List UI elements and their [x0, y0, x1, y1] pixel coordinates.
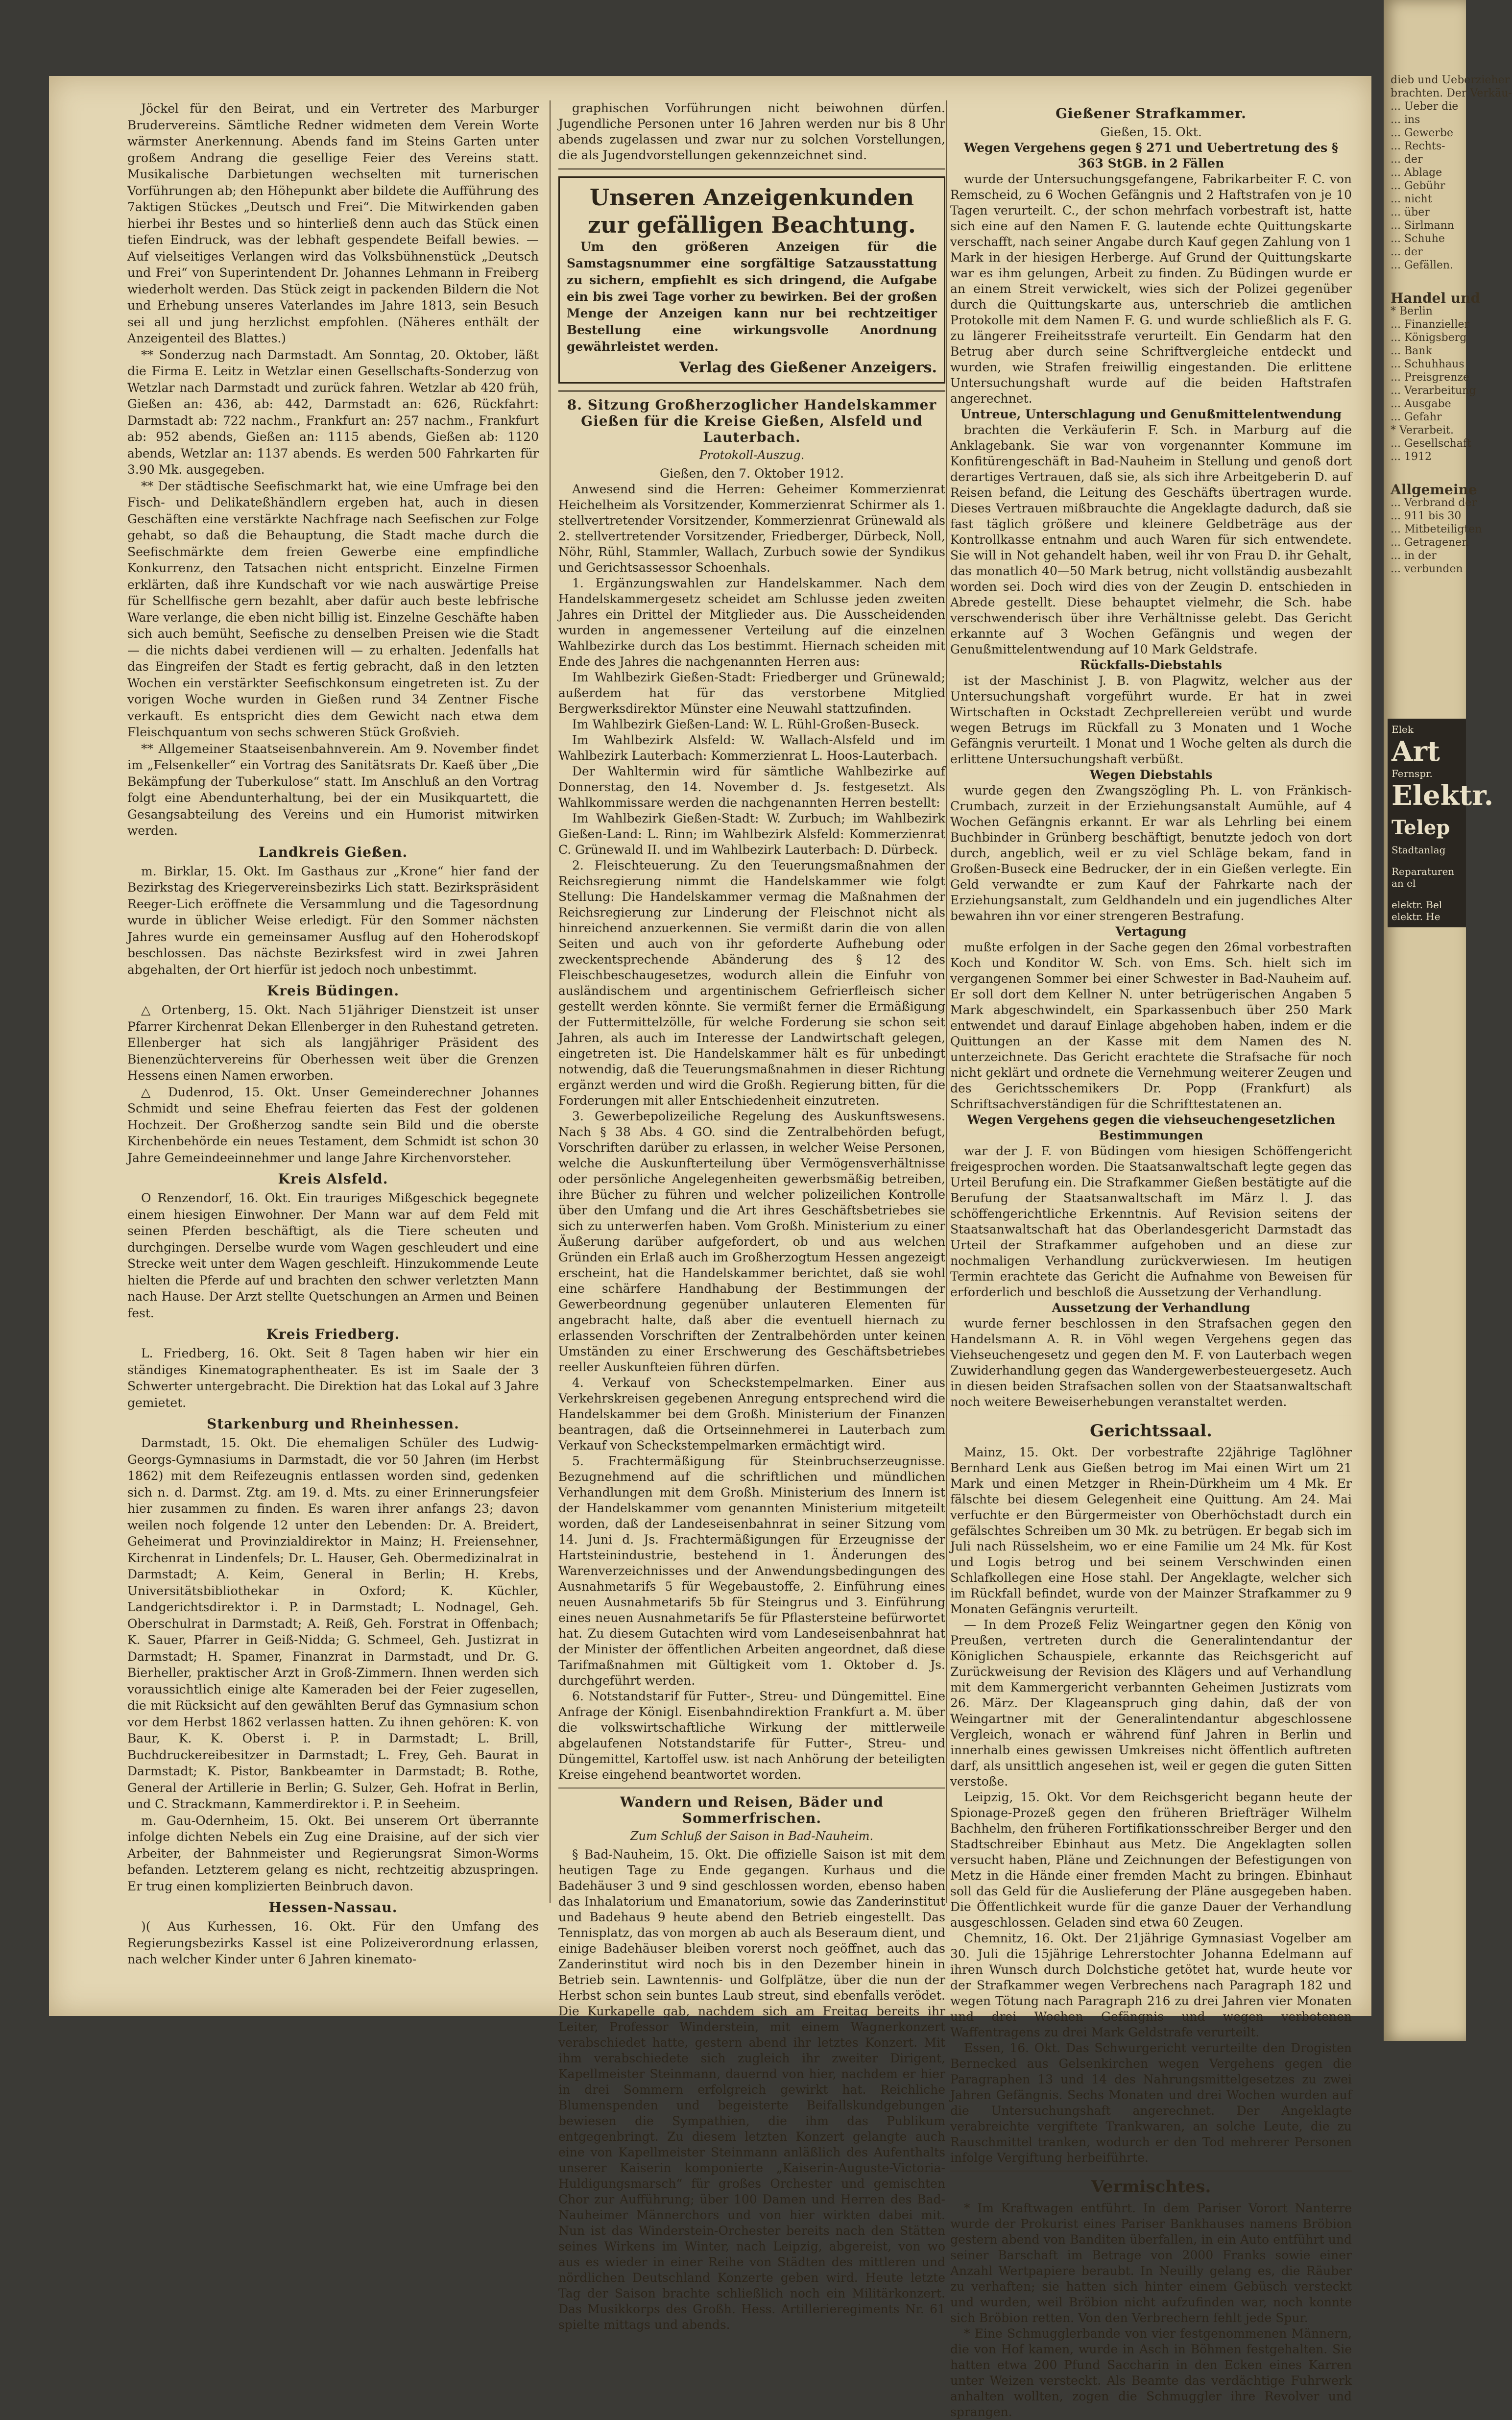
- article-dudenrod: △ Dudenrod, 15. Okt. Unser Gemeinderechner Johannes Schmidt und seine Ehefrau feierten das Fest der goldenen Hochzeit. Der Großherzog sandte sein Bild und die oberste Kirchenbehörde ein neues Testament, dem Schmidt ist schon 30 Jahre Gemeindeeinnehmer und lange Jahre Kirchenvorsteher.: [127, 1085, 539, 1165]
- section-heading: 8. Sitzung Großherzoglicher Handelskammer Gießen für die Kreise Gießen, Alsfeld und Lauterbach.: [567, 397, 937, 445]
- article-friedberg: L. Friedberg, 16. Okt. Seit 8 Tagen haben wir hier ein ständiges Kinematographentheater. Es ist im Saale der 3 Schwerter untergebracht. Die Direktion hat das Lokal auf 3 Jahre gemietet.: [127, 1346, 539, 1410]
- case-text: brachten die Verkäuferin F. Sch. in Marburg auf die Anklagebank. Sie war von vorgenannter Kommune im Konfitürengeschäft in Bad-Nauheim in Stellung und genoß dort derartiges Vertrauen, daß sie, als sich ihre Arbeitgeberin D. auf Reisen befand, die Leitung des Geschäfts übertragen wurde. Dieses Vertrauen mißbrauchte die Angeklagte dadurch, daß sie fast täglich größere und kleinere Geldbeträge aus der Kontrollkasse entnahm und auch Waren für sich entwendete. Sie will in Not gehandelt haben, weil ihr von Frau D. ihr Gehalt, das monatlich 40—50 Mark betrug, nicht vollständig ausbezahlt worden sei. Doch wird dies von der Zeugin D. entschieden in Abrede gestellt. Diese behauptet vielmehr, die Sch. habe verschwenderisch über ihre Verhältnisse gelebt. Das Gericht erkannte auf 3 Wochen Gefängnis und wegen der Genußmittelentwendung auf 10 Mark Geldstrafe.: [950, 423, 1352, 656]
- ad-text: Stadtanlag: [1392, 844, 1446, 856]
- notice-body: Um den größeren Anzeigen für die Samstagsnummer eine sorgfältige Satzausstattung zu sichern, empfiehlt es sich dringend, die Aufgabe ein bis zwei Tage vorher zu bewirken. Bei der großen Menge der Anzeigen kann nur bei rechtzeitiger Bestellung eine wirkungsvolle Anordnung gewährleistet werden.: [567, 240, 937, 354]
- protocol-paragraph: 1. Ergänzungswahlen zur Handelskammer. Nach dem Handelskammergesetz scheidet am Schlusse jeden zweiten Jahres ein Drittel der Mitglieder aus. Die Ausscheidenden wurden in angemessener Verteilung auf die einzelnen Wahlbezirke durch das Los bestimmt. Hiernach scheiden mit Ende des Jahres die nachgenannten Herren aus:: [558, 576, 945, 669]
- protocol-paragraph: Im Wahlbezirk Gießen-Land: W. L. Rühl-Großen-Buseck.: [572, 717, 920, 731]
- article-birklar: m. Birklar, 15. Okt. Im Gasthaus zur „Krone“ hier fand der Bezirkstag des Kriegervereinsbezirks Lich statt. Bezirkspräsident Reeger-Lich eröffnete die Versammlung und die Tagesordnung wurde in üblicher Weise erledigt. Für den Sommer nächsten Jahres wurde ein gemeinsamer Ausflug auf den Hoherodskopf beschlossen. Das nächste Bezirksfest wird in zwei Jahren abgehalten, der Ort hierfür ist jedoch noch unbestimmt.: [127, 864, 539, 977]
- misc-report: * Im Kraftwagen entführt. In dem Pariser Vorort Nanterre wurde der Prokurist eines Pariser Bankhauses namens Bröbion gestern abend von Banditen überfallen, in ein Auto entführt und seiner Barschaft im Betrage von 2000 Franks sowie einer Anzahl Wertpapiere beraubt. In Neuilly gelang es, die Räuber zu verhaften; sie hatten sich hinter einem Gebüsch versteckt und wurden, weil Bröbion nicht aufzufinden war, noch konnte sich Bröbion retten. Von den Verbrechern fehlt jede Spur.: [950, 2201, 1352, 2325]
- section-heading: Starkenburg und Rheinhessen.: [207, 1416, 459, 1432]
- adjacent-line: ... der: [1391, 246, 1423, 258]
- case-text: war der J. F. von Büdingen vom hiesigen Schöffengericht freigesprochen worden. Die Staatsanwaltschaft legte gegen das Urteil Berufung ein. Die Strafkammer Gießen bestätigte auf die Berufung der Staatsanwaltschaft im März l. J. das schöffengerichtliche Erkenntnis. Auf Revision seitens der Staatsanwaltschaft hat das Oberlandesgericht Darmstadt das Urteil der Strafkammer aufgehoben und an diese zur nochmaligen Verhandlung zurückverwiesen. Im heutigen Termin erachtete das Gericht die Aufnahme von Beweisen für erforderlich und beschloß die Aussetzung der Verhandlung.: [950, 1144, 1352, 1299]
- section-heading: Wandern und Reisen, Bäder und Sommerfrischen.: [620, 1794, 884, 1826]
- adjacent-line: ... über: [1391, 206, 1430, 218]
- notice-box: [558, 176, 945, 384]
- protocol-paragraph: 6. Notstandstarif für Futter-, Streu- und Düngemittel. Eine Anfrage der Königl. Eisenbahndirektion Frankfurt a. M. über die volkswirtschaftliche Wirkung der mittlerweile abgelaufenen Notstandstarife für Futter-, Streu- und Düngemittel, Kartoffel usw. ist nach Anhörung der beteiligten Kreise eingehend beantwortet worden.: [558, 1689, 945, 1782]
- case-heading: Untreue, Unterschlagung und Genußmittelentwendung: [960, 407, 1342, 421]
- notice-signature: Verlag des Gießener Anzeigers.: [679, 359, 937, 376]
- section-heading: Gerichtssaal.: [1090, 1421, 1212, 1441]
- section-heading: Gießener Strafkammer.: [1056, 105, 1247, 121]
- article-continuation: graphischen Vorführungen nicht beiwohnen dürfen. Jugendliche Personen unter 16 Jahren werden nur bis 8 Uhr abends zugelassen und zwar nur zu solchen Vorstellungen, die als Jugendvorstellungen gekennzeichnet sind.: [558, 101, 945, 162]
- adjacent-line: ... Mitbeteiligten: [1391, 523, 1482, 535]
- column-rule: [946, 100, 947, 1903]
- section-heading: Kreis Alsfeld.: [278, 1171, 388, 1187]
- divider: [558, 1788, 945, 1789]
- article-sonderzug: ** Sonderzug nach Darmstadt. Am Sonntag, 20. Oktober, läßt die Firma E. Leitz in Wetzlar einen Gesellschafts-Sonderzug von Wetzlar nach Darmstadt und zurück fahren. Wetzlar ab 420 früh, Gießen an: 436, ab: 442, Darmstadt an: 626, Rückfahrt: Darmstadt ab: 722 nachm., Frankfurt an: 257 nachm., Frankfurt ab: 952 abends, Gießen an: 1115 abends, Gießen ab: 1120 abends, Wetzlar an: 1137 abends. Es werden 500 Fahrkarten für 3.90 Mk. ausgegeben.: [127, 347, 539, 477]
- ad-text: Elek: [1392, 724, 1414, 735]
- adjacent-line: ... Gesellschaft: [1391, 437, 1471, 450]
- adjacent-line: ... Gefällen.: [1391, 259, 1454, 271]
- article-renzendorf: O Renzendorf, 16. Okt. Ein trauriges Mißgeschick begegnete einem hiesigen Einwohner. Der Mann war auf dem Feld mit seinen Pferden beschäftigt, als die Tiere scheuten und durchgingen. Derselbe wurde vom Wagen geschleudert und eine Strecke weit unter dem Wagen geschleift. Hinzukommende Leute hielten die Pferde auf und brachten den schwer verletzten Mann nach Hause. Der Arzt stellte Quetschungen an Armen und Beinen fest.: [127, 1191, 539, 1320]
- adjacent-line: * Berlin: [1391, 305, 1433, 317]
- adjacent-line: ... Gefahr: [1391, 411, 1442, 423]
- ad-text: elektr. Bel: [1392, 899, 1442, 911]
- article-gau-odernheim: m. Gau-Odernheim, 15. Okt. Bei unserem Ort überrannte infolge dichten Nebels ein Zug eine Draisine, auf der sich vier Arbeiter, der Bahnmeister und Regierungsrat Simon-Worms befanden. Letzterem gelang es nicht, rechtzeitig abzuspringen. Er trug einen komplizierten Beinbruch davon.: [127, 1813, 539, 1893]
- case-text: wurde ferner beschlossen in den Strafsachen gegen den Handelsmann A. R. in Vöhl wegen Vergehens gegen das Viehseuchengesetz und gegen den M. F. von Lauterbach wegen Zuwiderhandlung gegen das Wandergewerbesteuergesetz. Auch in diesen beiden Strafsachen sollen von der Staatsanwaltschaft noch weitere Beweiserhebungen veranstaltet werden.: [950, 1316, 1352, 1409]
- protocol-paragraph: Im Wahlbezirk Gießen-Stadt: W. Zurbuch; im Wahlbezirk Gießen-Land: L. Rinn; im Wahlbezirk Alsfeld: Kommerzienrat C. Grünewald II. und im Wahlbezirk Lauterbach: D. Dürbeck.: [558, 811, 945, 857]
- column-2: [558, 100, 945, 2332]
- adjacent-line: ... Königsberg: [1391, 332, 1467, 344]
- article-ortenberg: △ Ortenberg, 15. Okt. Nach 51jähriger Dienstzeit ist unser Pfarrer Kirchenrat Dekan Ellenberger in den Ruhestand getreten. Ellenberger hat sich als langjähriger Präsident des Bienenzüchtervereins für Oberhessen weit über die Grenzen Hessens einen Namen erworben.: [127, 1003, 539, 1083]
- adjacent-line: ... Getragenen: [1391, 536, 1469, 549]
- adjacent-line: ... nicht: [1391, 193, 1432, 205]
- adjacent-line: ... Bank: [1391, 345, 1432, 357]
- adjacent-line: ... der: [1391, 153, 1423, 166]
- article-darmstadt: Darmstadt, 15. Okt. Die ehemaligen Schüler des Ludwig-Georgs-Gymnasiums in Darmstadt, die vor 50 Jahren (im Herbst 1862) mit dem Reifezeugnis entlassen worden sind, gedenken sich n. d. Darmst. Ztg. am 19. d. Mts. zu einer Erinnerungsfeier hier zusammen zu finden. Es waren ihrer anfangs 23; davon weilen noch folgende 12 unter den Lebenden: Dr. A. Breidert, Geheimerat und Provinzialdirektor in Mainz; H. Freiensehner, Kirchenrat in Lindenfels; Dr. L. Hauser, Geh. Obermedizinalrat in Darmstadt; A. Keim, General in Berlin; H. Krebs, Universitätsbibliothekar in Oxford; K. Küchler, Landgerichtsdirektor i. P. in Darmstadt; L. Nodnagel, Geh. Oberschulrat in Darmstadt; A. Reiß, Geh. Forstrat in Offenbach; K. Sauer, Pfarrer in Geiß-Nidda; G. Schmeel, Geh. Justizrat in Darmstadt; H. Spamer, Finanzrat in Darmstadt, und Dr. G. Bierheller, praktischer Arzt in Groß-Zimmern. Ihnen werden sich voraussichtlich einige alte Kameraden bei der Feier zugesellen, die mit Rücksicht auf den gewählten Beruf das Gymnasium schon vor dem Herbst 1862 verlassen hatten. Zu ihnen gehören: K. von Baur, K. K. Oberst i. P. in Darmstadt; L. Brill, Buchdruckereibesitzer in Darmstadt; L. Frey, Geh. Baurat in Darmstadt; K. Pistor, Bankbeamter in Darmstadt; B. Rothe, General der Artillerie in Berlin; G. Sulzer, Geh. Hofrat in Berlin, und C. Strackmann, Kammerdirektor i. P. in Seeheim.: [127, 1436, 539, 1811]
- court-report: Chemnitz, 16. Okt. Der 21jährige Gymnasiast Vogelber am 30. Juli die 15jährige Lehrerstochter Johanna Edelmann auf ihren Wunsch durch Dolchstiche getötet hat, wurde heute vor der Strafkammer wegen Verbrechens nach Paragraph 182 und wegen Tötung nach Paragraph 216 zu drei Jahren vier Monaten und drei Wochen Gefängnis und wegen verbotenen Waffentragens zu drei Mark Geldstrafe verurteilt.: [950, 1931, 1352, 2039]
- adjacent-line: ... 911 bis 30: [1391, 510, 1462, 522]
- case-text: ist der Maschinist J. B. von Plagwitz, welcher aus der Untersuchungshaft vorgeführt wurde. Er hat in zwei Wirtschaften in Ockstadt Zechprellereien verübt und wurde wegen Betrugs im Rückfall zu 3 Monaten und 1 Woche Gefängnis verurteilt. 1 Monat und 1 Woche gelten als durch die erlittene Untersuchungshaft verbüßt.: [950, 674, 1352, 766]
- advertisement: [1388, 719, 1494, 927]
- adjacent-heading: Handel und: [1391, 290, 1481, 306]
- notice-headline: Unseren Anzeigenkunden: [589, 184, 914, 211]
- protocol-paragraph: Im Wahlbezirk Gießen-Stadt: Friedberger und Grünewald; außerdem hat für das verstorbene Mitglied Bergwerksdirektor Münster eine Neuwahl stattzufinden.: [558, 670, 945, 716]
- subheading: Zum Schluß der Saison in Bad-Nauheim.: [630, 1829, 874, 1843]
- divider: [558, 168, 945, 169]
- article-intro: Jöckel für den Beirat, und ein Vertreter des Marburger Brudervereins. Sämtliche Redner widmeten dem Verein Worte wärmster Anerkennung. Abends fand im Steins Garten unter großem Andrang die gesellige Feier des Vereins statt. Musikalische Darbietungen wechselten mit turnerischen Vorführungen ab; den Höhepunkt aber bildete die Aufführung des 7aktigen Stückes „Deutsch und Frei“. Die Mitwirkenden gaben hierbei ihr Bestes und so hinterließ denn auch das Stück einen tiefen Eindruck, was der lebhaft gespendete Beifall bewies. — Auf vielseitiges Verlangen wird das Volksbühnenstück „Deutsch und Frei“ von Superintendent Dr. Johannes Lehmann in Freiberg wiederholt werden. Das Stück zeigt in packenden Bildern die Not und Erhebung unseres Vaterlandes im Jahre 1813, sein Besuch sei all und jung herzlichst empfohlen. (Näheres enthält der Anzeigenteil des Blattes.): [127, 101, 539, 345]
- ad-text: elektr. He: [1392, 911, 1440, 922]
- section-heading: Landkreis Gießen.: [258, 844, 408, 860]
- case-text: wurde der Untersuchungsgefangene, Fabrikarbeiter F. C. von Remscheid, zu 6 Wochen Gefängnis und 2 Haftstrafen von je 10 Tagen verurteilt. C., der schon mehrfach vorbestraft ist, hatte sich eine auf den Namen F. G. lautende echte Quittungskarte verschafft, nach seiner Angabe durch Kauf gegen Zahlung von 1 Mark in der hiesigen Herberge. Auf Grund der Quittungskarte war es ihm gelungen, Arbeit zu finden. Zu Büdingen wurde er an einem Streit verwickelt, wies sich der Polizei gegenüber durch die Quittungskarte aus, unterschrieb die amtlichen Protokolle mit dem Namen F. G. und wurde schließlich als F. G. zu längerer Freiheitsstrafe verurteilt. Ein Gendarm hat den Betrug aber durch seine Schriftvergleiche entdeckt und wurden, wie Strafen freiwillig eingestanden. Die erlittene Untersuchungshaft wurde auf die beiden Haftstrafen angerechnet.: [950, 172, 1352, 406]
- court-report: Essen, 16. Okt. Das Schwurgericht verurteilte den Drogisten Bernecked aus Gelsenkirchen wegen Vergehens gegen die Paragraphen 13 und 14 des Nahrungsmittelgesetzes zu zwei Jahren Gefängnis. Sechs Monaten und drei Wochen wurden auf die Untersuchungshaft angerechnet. Der Angeklagte verabreichte vergiftete Trankwaren, an solche Leute, die zu Rauschmittel tranken, wodurch er den Tod mehrerer Personen infolge Vergiftung herbeiführte.: [950, 2041, 1352, 2165]
- column-1: [127, 100, 539, 1966]
- adjacent-line: ... 1912: [1391, 451, 1432, 463]
- divider: [950, 1415, 1352, 1416]
- adjacent-line: ... Verbrand der: [1391, 497, 1477, 509]
- adjacent-line: ... Preisgrenze: [1391, 371, 1470, 384]
- ad-text: Reparaturen an el: [1392, 866, 1455, 889]
- adjacent-line: ... Schuhhaus: [1391, 358, 1464, 370]
- protocol-paragraph: 3. Gewerbepolizeiliche Regelung des Auskunftswesens. Nach § 38 Abs. 4 GO. sind die Zentralbehörden befugt, Vorschriften darüber zu erlassen, in welcher Weise Personen, welche die Auskunfterteilung über Vermögensverhältnisse oder persönliche Angelegenheiten gewerbsmäßig betreiben, ihre Bücher zu führen und welcher polizeilichen Kontrolle über den Umfang und die Art ihres Geschäftsbetriebes sie sich zu unterwerfen haben. Vom Großh. Ministerium zu einer Äußerung darüber aufgefordert, ob und aus welchen Gründen ein Erlaß auch im Großherzogtum Hessen angezeigt erscheint, hat die Handelskammer berichtet, daß sie wohl eine schärfere Handhabung der Bestimmungen der Gewerbeordnung gegenüber unlauteren Elementen für angebracht halte, daß aber die eventuell hiernach zu erlassenden Vorschriften der Zentralbehörden unter keinen Umständen zu einer Erschwerung des Geschäftsbetriebes reeller Auskunfteien führen dürfen.: [558, 1109, 945, 1374]
- case-heading: Wegen Diebstahls: [1089, 768, 1213, 782]
- section-heading: Kreis Friedberg.: [266, 1326, 400, 1342]
- adjacent-line: ... Gewerbe: [1391, 127, 1454, 139]
- misc-report: * Eine Schmugglerbande von vier festgenommenen Männern, die von Hof kamen, wurde in Asch in Böhmen festgehalten. Sie hatten etwa 200 Pfund Saccharin in den Ecken eines Karren unter Weizen versteckt. Als Beamte das verdächtige Fuhrwerk anhalten wollten, zogen die Schmuggler ihre Revolver und sprangen.: [950, 2326, 1352, 2419]
- adjacent-line: brachten. Der Verkäu-: [1391, 87, 1512, 99]
- dateline: Gießen, den 7. Oktober 1912.: [660, 466, 844, 481]
- protocol-paragraph: Anwesend sind die Herren: Geheimer Kommerzienrat Heichelheim als Vorsitzender, Kommerzienrat Schirmer als 1. stellvertretender Vorsitzender, Kommerzienrat Grünewald als 2. stellvertretender Vorsitzender, Friedberger, Dürbeck, Noll, Nöhr, Rühl, Stammler, Wallach, Zurbuch sowie der Syndikus und Gerichtsassessor Schoenhals.: [558, 482, 945, 575]
- adjacent-line: ... Verarbeitung: [1391, 385, 1476, 397]
- protocol-paragraph: 4. Verkauf von Scheckstempelmarken. Einer aus Verkehrskreisen gegebenen Anregung entsprechend wird die Handelskammer bei dem Großh. Ministerium der Finanzen beantragen, daß die Ortseinnehmerei in Lauterbach zum Verkauf von Scheckstempelmarken ermächtigt wird.: [558, 1376, 945, 1452]
- adjacent-line: ... verbunden: [1391, 563, 1463, 575]
- subheading: Protokoll-Auszug.: [699, 448, 805, 462]
- protocol-paragraph: Der Wahltermin wird für sämtliche Wahlbezirke auf Donnerstag, den 14. November d. Js. festgesetzt. Als Wahlkommissare werden die nachgenannten Herren bestellt:: [558, 764, 945, 810]
- section-heading: Vermischtes.: [1091, 2177, 1211, 2197]
- ad-text: Telep: [1392, 816, 1450, 839]
- court-report: Leipzig, 15. Okt. Vor dem Reichsgericht begann heute der Spionage-Prozeß gegen den früheren Briefträger Wilhelm Bachhelm, den früheren Fortifikationsschreiber Berger und den Stadtschreiber Ebinhaut aus Metz. Die Angeklagten sollen versucht haben, Pläne und Zeichnungen der Befestigungen von Metz in die Hände einer fremden Macht zu bringen. Ebinhaut soll das Geld für die Auslieferung der Pläne ausgegeben haben. Die Öffentlichkeit wurde für die ganze Dauer der Verhandlung ausgeschlossen. Geladen sind etwa 60 Zeugen.: [950, 1790, 1352, 1930]
- adjacent-line: ... Gebühr: [1391, 180, 1445, 192]
- adjacent-heading: Allgemeine: [1391, 482, 1477, 498]
- article-kurhessen: )( Aus Kurhessen, 16. Okt. Für den Umfang des Regierungsbezirks Kassel ist eine Polizeiverordnung erlassen, nach welcher Kinder unter 6 Jahren kinemato-: [127, 1919, 539, 1966]
- ad-text: Art: [1392, 735, 1440, 768]
- case-heading: Rückfalls-Diebstahls: [1080, 658, 1223, 672]
- protocol-paragraph: Im Wahlbezirk Alsfeld: W. Wallach-Alsfeld und im Wahlbezirk Lauterbach: Kommerzienrat L. Hoos-Lauterbach.: [558, 733, 945, 763]
- case-text: mußte erfolgen in der Sache gegen den 26mal vorbestraften Koch und Konditor W. Sch. von Ems. Sch. hielt sich im vergangenen Sommer bei einer Schwester in Bad-Nauheim auf. Er soll dort dem Kellner N. unter betrügerischen Angaben 5 Mark abgeschwindelt, ein Sparkassenbuch über 250 Mark entwendet und darauf Einlage abgehoben haben, indem er die Quittungen an der Kasse mit dem Namen des N. unterzeichnete. Das Gericht erachtete die Strafsache für noch nicht geklärt und ordnete die Vernehmung weiterer Zeugen und des Gerichtsschemikers Dr. Popp (Frankfurt) als Schriftsachverständigen für die Schrifttestatenen an.: [950, 940, 1352, 1111]
- notice-headline: zur gefälligen Beachtung.: [588, 212, 916, 238]
- article-eisenbahnverein: ** Allgemeiner Staatseisenbahnverein. Am 9. November findet im „Felsenkeller“ ein Vortrag des Sanitätsrats Dr. Kaeß über „Die Bekämpfung der Tuberkulose“ statt. Im Anschluß an den Vortrag folgt eine Abendunterhaltung, bei der ein Musikquartett, die Gesangsabteilung des Vereins und ein Humorist mitwirken werden.: [127, 741, 539, 838]
- case-heading: Vertagung: [1115, 924, 1187, 939]
- adjacent-line: * Verarbeit.: [1391, 424, 1454, 436]
- adjacent-line: ... Rechts-: [1391, 140, 1445, 152]
- adjacent-line: ... ins: [1391, 114, 1420, 126]
- protocol-paragraph: 2. Fleischteuerung. Zu den Teuerungsmaßnahmen der Reichsregierung nimmt die Handelskammer wie folgt Stellung: Die Handelskammer vermag die Maßnahmen der Reichsregierung zur Linderung der Fleischnot nicht als hinreichend anzuerkennen. Sie vermißt darin die von allen Seiten und auch von ihr geforderte Aufhebung oder zweckentsprechende Abänderung des § 12 des Fleischbeschaugesetzes, wodurch allein die Einfuhr von ausländischem und argentinischem Gefrierfleisch sicher gestellt werden könnte. Sie vermißt ferner die Ermäßigung der Futtermittelzölle, für welche Forderung sie schon seit Jahren, als auch im Interesse der Landwirtschaft gelegen, eingetreten ist. Die Handelskammer hält es für unbedingt notwendig, daß die Teuerungsmaßnahmen in dieser Richtung ergänzt werden und wird die Großh. Regierung bitten, für die Forderungen mit aller Entschiedenheit einzutreten.: [558, 858, 945, 1108]
- adjacent-line: ... Finanzieller: [1391, 318, 1469, 331]
- court-report: — In dem Prozeß Feliz Weingartner gegen den König von Preußen, vertreten durch die Generalintendantur der Königlichen Schauspiele, erkannte das Reichsgericht auf Zurückweisung der Revision des Klägers und auf Verhandlung mit dem Kammergericht verbannten Geheimen Justizrats vom 26. März. Der Klageanspruch ging dahin, daß der von Weingartner mit der Generalintendantur abgeschlossene Vergleich, wonach er während fünf Jahren in Berlin und innerhalb eines gewissen Umkreises nicht öffentlich auftreten darf, als unsittlich angesehen ist, weil er gegen die guten Sitten verstoße.: [950, 1618, 1352, 1789]
- divider: [950, 2171, 1352, 2172]
- ad-text: Fernspr.: [1392, 768, 1433, 779]
- column-rule: [550, 100, 551, 1903]
- divider: [558, 390, 945, 392]
- court-report: Mainz, 15. Okt. Der vorbestrafte 22jährige Taglöhner Bernhard Lenk aus Gießen betrog im Mai einen Wirt um 21 Mark und einen Metzger in Rhein-Dürkheim um 4 Mk. Er fälschte bei diesem Gelegenheit eine Quittung. Am 24. Mai verfuchte er den Bürgermeister von Oberhöchstadt durch ein gefälschtes Schreiben um 30 Mk. zu betrügen. Er begab sich im Juli nach Rüsselsheim, wo er eine Familie um 24 Mk. für Kost und Logis betrog und bei seinem Verschwinden einen Schlafkollegen eine Hose stahl. Der Angeklagte, welcher sich im Rückfall befindet, wurde von der Mainzer Strafkammer zu 9 Monaten Gefängnis verurteilt.: [950, 1445, 1352, 1616]
- article-bad-nauheim: § Bad-Nauheim, 15. Okt. Die offizielle Saison ist mit dem heutigen Tage zu Ende gegangen. Kurhaus und die Badehäuser 3 und 9 sind geschlossen worden, ebenso haben das Inhalatorium und Emanatorium, sowie das Zanderinstitut und Badehaus 9 heute abend den Betrieb eingestellt. Das Tennisplatz, das von morgen ab auch als Beseraum dient, und einige Badehäuser bleiben vorerst noch geöffnet, auch das Zanderinstitut wird noch bis in den Dezember hinein in Betrieb sein. Lawntennis- und Golfplätze, über die nun der Herbst schon sein buntes Laub streut, sind ebenfalls verödet. Die Kurkapelle gab, nachdem sich am Freitag bereits ihr Leiter, Professor Winderstein, mit einem Wagnerkonzert verabschiedet hatte, gestern abend ihr letztes Konzert. Mit ihm verabschiedete sich zugleich ihr zweiter Dirigent, Kapellmeister Steinmann, dauernd von hier, nachdem er hier in drei Sommern erfolgreich gewirkt hat. Reichliche Blumenspenden und begeisterte Beifallskundgebungen bewiesen die Sympathien, die ihm das Publikum entgegenbringt. Zu diesem letzten Konzert gelangte auch eine von Kapellmeister Steinmann anläßlich des Aufenthalts unserer Kaiserin komponierte „Kaiserin-Auguste-Victoria-Huldigungsmarsch“ für großes Orchester und gemischten Chor zur Aufführung; über 100 Damen und Herren des Bad-Nauheimer Männerchors und von hier wirkten dabei mit. Nun ist das Winderstein-Orchester bereits nach den Stätten seines Wirkens im Winter, nach Leipzig, abgereist, von wo aus es wieder in einer Reihe von Städten des mittleren und nördlichen Deutschland Konzerte geben wird. Heute letzte Tag der Saison brachte schließlich noch ein Militärkonzert. Das Musikkorps des Großh. Hess. Artillerieregiments Nr. 61 spielte mittags und abends.: [558, 1847, 945, 2332]
- case-text: wurde gegen den Zwangszögling Ph. L. von Fränkisch-Crumbach, zurzeit in der Erziehungsanstalt Aumühle, auf 4 Wochen Gefängnis erkannt. Er war als Lehrling bei einem Buchbinder in Grünberg beschäftigt, benutzte jedoch von dort durch, angeblich, weil er zu viel Schläge bekam, fand in Großen-Buseck eine Bedrucker, der in ein Gießen verlegte. Ein Geld verwandte er zum Kauf der Fahrkarte nach der Erziehungsanstalt, zum Geldhandeln und ein jugendliches Alter bewahren ihn vor einer strengeren Bestrafung.: [950, 783, 1352, 923]
- case-heading: Wegen Vergehens gegen § 271 und Uebertretung des § 363 StGB. in 2 Fällen: [964, 141, 1338, 170]
- dateline: Gießen, 15. Okt.: [1100, 125, 1202, 139]
- adjacent-line: ... Sirlmann: [1391, 219, 1454, 232]
- article-seefischmarkt: ** Der städtische Seefischmarkt hat, wie eine Umfrage bei den Fisch- und Delikateßhändlern ergeben hat, auch in diesen Geschäften eine verstärkte Nachfrage nach Seefischen zur Folge gehabt, so daß die Behauptung, die Stadt mache durch die Seefischmärkte dem freien Gewerbe eine empfindliche Konkurrenz, den Tatsachen nicht entspricht. Einzelne Firmen erklärten, daß ihre Kundschaft vor wie nach auswärtige Preise für Schellfische gern bezahlt, aber dafür auch beste lebfrische Ware verlange, die eben nicht billig ist. Einzelne Geschäfte haben sich auch bemüht, Seefische zu denselben Preisen wie die Stadt — die nichts dabei verdienen will — zu erhalten. Jedenfalls hat das Eingreifen der Stadt es fertig gebracht, daß in den letzten Wochen ein verstärkter Seefischkonsum eingetreten ist. Zu der vorigen Woche wurden in Gießen rund 34 Zentner Fische verkauft. Es entspricht dies dem Gewicht nach etwa dem Fleischquantum von sechs schweren Stück Großvieh.: [127, 479, 539, 739]
- section-heading: Kreis Büdingen.: [266, 983, 400, 999]
- adjacent-line: ... Schuhe: [1391, 233, 1445, 245]
- adjacent-line: ... Ablage: [1391, 167, 1442, 179]
- adjacent-line: ... in der: [1391, 550, 1437, 562]
- column-3: [950, 100, 1352, 2419]
- case-heading: Wegen Vergehens gegen die viehseuchengesetzlichen Bestimmungen: [967, 1113, 1335, 1142]
- adjacent-page: [1384, 0, 1512, 2041]
- ad-text: Elektr.: [1392, 779, 1494, 812]
- adjacent-line: ... Ueber die: [1391, 100, 1459, 113]
- adjacent-line: ... Ausgabe: [1391, 398, 1451, 410]
- protocol-paragraph: 5. Frachtermäßigung für Steinbruchserzeugnisse. Bezugnehmend auf die schriftlichen und mündlichen Verhandlungen mit dem Großh. Ministerium des Innern ist der Handelskammer vom genannten Ministerium mitgeteilt worden, daß der Landeseisenbahnrat in seiner Sitzung vom 14. Juni d. Js. Frachtermäßigungen für Erzeugnisse der Hartsteinindustrie, bestehend in 1. Änderungen des Warenverzeichnisses und der Anwendungsbedingungen des Ausnahmetarifs 5 für Wegebaustoffe, 2. Einführung eines neuen Ausnahmetarifs 5b für Steingrus und 3. Einführung eines neuen Ausnahmetarifs 5e für Pflastersteine befürwortet hat. Zu diesem Gutachten wird vom Landeseisenbahnrat hat der Minister der öffentlichen Arbeiten angeordnet, daß diese Tarifmaßnahmen mit Gültigkeit vom 1. Oktober d. Js. durchgeführt werden.: [558, 1454, 945, 1688]
- section-heading: Hessen-Nassau.: [268, 1899, 398, 1915]
- adjacent-line: dieb und Ueberzieher: [1391, 74, 1510, 86]
- case-heading: Aussetzung der Verhandlung: [1052, 1301, 1250, 1315]
